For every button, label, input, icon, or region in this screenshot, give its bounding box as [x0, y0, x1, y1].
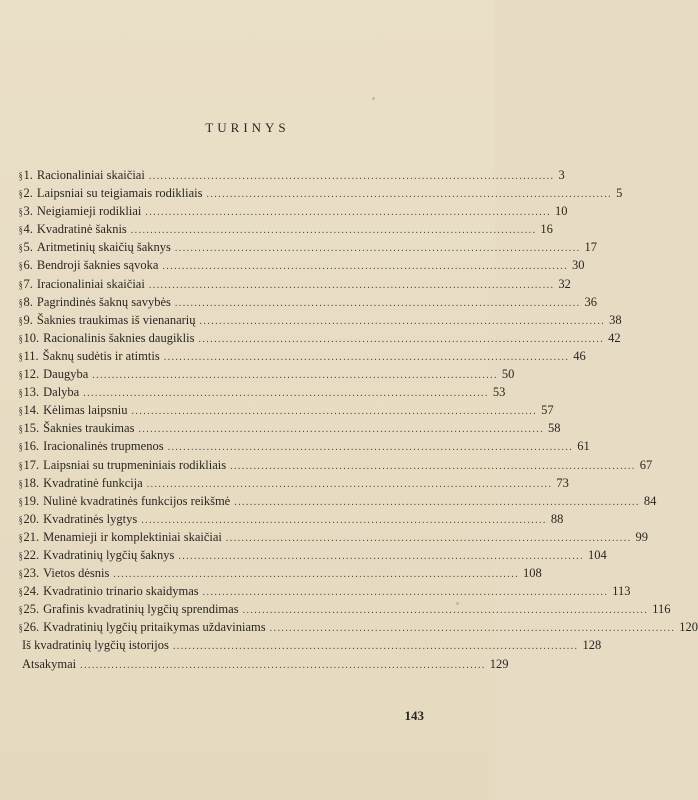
section-number: 11. [23, 348, 39, 363]
section-page-number: 129 [489, 656, 509, 671]
section-sign: § [18, 188, 23, 201]
section-title: Kvadratinių lygčių pritaikymas uždaviniams [43, 620, 266, 635]
toc-entry [18, 385, 506, 403]
section-page-number: 113 [612, 584, 631, 599]
dot-leader [138, 424, 544, 435]
section-number: 6. [23, 258, 33, 273]
toc-entry [18, 240, 597, 258]
section-title: Šaknies traukimas iš vienanarių [36, 312, 196, 327]
dot-leader [168, 442, 574, 453]
section-page-number: 46 [573, 348, 586, 363]
section-number: 22. [23, 547, 40, 562]
section-title: Dalyba [43, 385, 80, 400]
section-sign: § [18, 477, 23, 490]
section-number: 13. [23, 385, 40, 400]
section-sign: § [18, 332, 23, 345]
dot-leader [147, 479, 553, 490]
section-title: Iracionaliniai skaičiai [36, 276, 145, 291]
section-sign: § [18, 441, 23, 454]
section-number: 16. [23, 439, 40, 454]
dot-leader [132, 406, 538, 417]
section-title: Kvadratinės lygtys [43, 511, 138, 526]
section-sign: § [18, 170, 23, 182]
dot-leader [173, 641, 579, 652]
toc-entry [18, 330, 621, 349]
toc-entry [18, 168, 565, 186]
section-sign: § [18, 604, 23, 617]
section-sign: § [18, 459, 23, 472]
section-number: 1. [23, 168, 33, 182]
dot-leader [175, 243, 581, 254]
section-page-number: 128 [582, 638, 602, 653]
toc-entry [18, 511, 564, 530]
section-title: Menamieji ir komplektiniai skaičiai [43, 529, 222, 544]
section-sign: § [18, 586, 23, 599]
section-title: Pagrindinės šaknų savybės [36, 294, 171, 309]
section-title: Kėlimas laipsniu [43, 403, 128, 418]
toc-entry [18, 439, 590, 457]
toc-entry [18, 566, 542, 584]
section-sign: § [18, 224, 23, 237]
section-sign: § [18, 423, 23, 436]
toc-entry [18, 656, 509, 675]
section-sign: § [18, 278, 23, 291]
section-page-number: 16 [540, 222, 553, 237]
section-sign: § [18, 622, 23, 635]
section-sign: § [18, 531, 23, 544]
section-title: Aritmetinių skaičių šaknys [36, 240, 171, 255]
dot-leader [270, 623, 676, 634]
toc-entry [18, 602, 671, 620]
section-number: 24. [23, 584, 40, 599]
dot-leader [131, 225, 537, 236]
section-sign: § [18, 206, 23, 219]
section-number: 12. [23, 367, 40, 382]
section-title: Kvadratinio trinario skaidymas [43, 584, 199, 599]
section-page-number: 5 [616, 186, 623, 201]
section-page-number: 3 [558, 168, 565, 182]
section-page-number: 57 [541, 403, 554, 418]
section-sign: § [18, 568, 23, 581]
section-sign: § [18, 495, 23, 508]
section-title: Laipsniai su trupmeniniais rodikliais [43, 457, 227, 472]
dot-leader [178, 551, 584, 562]
section-number: 25. [23, 602, 40, 617]
section-page-number: 116 [652, 602, 671, 617]
section-title: Iracionalinės trupmenos [43, 439, 164, 454]
section-title: Racionaliniai skaičiai [36, 168, 145, 182]
section-sign: § [18, 369, 23, 382]
section-title: Daugyba [43, 367, 89, 382]
section-page-number: 38 [609, 312, 622, 327]
toc-entry [18, 421, 561, 439]
dot-leader [175, 298, 581, 309]
section-title: Neigiamieji rodikliai [36, 204, 142, 219]
section-page-number: 104 [587, 547, 607, 562]
toc-entry [18, 294, 597, 313]
dot-leader [243, 605, 649, 616]
section-title: Racionalinis šaknies daugiklis [43, 330, 195, 345]
toc-entry [18, 620, 698, 638]
section-page-number: 58 [548, 421, 561, 436]
section-sign: § [18, 405, 23, 418]
section-title: Iš kvadratinių lygčių istorijos [22, 638, 169, 653]
toc-entry [18, 638, 602, 656]
section-page-number: 42 [608, 330, 621, 345]
section-number: 7. [23, 276, 33, 291]
toc-entry [18, 475, 569, 494]
section-page-number: 84 [643, 493, 657, 508]
dot-leader [200, 316, 606, 327]
section-number: 2. [23, 186, 33, 201]
dot-leader [164, 352, 570, 363]
dot-leader [92, 370, 498, 381]
section-number: 20. [23, 511, 40, 526]
section-sign: § [18, 387, 23, 400]
section-number: 17. [23, 457, 40, 472]
section-title: Atsakymai [22, 656, 77, 671]
section-number: 21. [23, 529, 40, 544]
section-page-number: 120 [679, 620, 698, 635]
section-sign: § [18, 513, 23, 526]
section-page-number: 30 [572, 258, 585, 273]
section-sign: § [18, 350, 23, 363]
section-number: 5. [23, 240, 33, 255]
dot-leader [80, 660, 486, 671]
section-number: 4. [23, 222, 33, 237]
toc-entry [18, 276, 571, 295]
dot-leader [162, 261, 568, 272]
section-page-number: 10 [554, 204, 568, 219]
dot-leader [199, 334, 605, 345]
dot-leader [83, 388, 489, 399]
section-title: Šaknies traukimas [43, 421, 135, 436]
section-page-number: 88 [550, 511, 564, 526]
section-page-number: 53 [492, 385, 506, 400]
section-title: Bendroji šaknies sąvoka [36, 258, 159, 273]
section-title: Kvadratinė funkcija [43, 475, 143, 490]
dot-leader [234, 497, 640, 508]
toc-entry [18, 529, 649, 548]
section-page-number: 61 [577, 439, 590, 454]
toc-entry [18, 457, 653, 476]
toc-entry [18, 403, 554, 421]
section-page-number: 73 [556, 475, 569, 490]
section-number: 9. [23, 312, 33, 327]
section-sign: § [18, 260, 23, 273]
dot-leader [203, 587, 609, 598]
section-page-number: 36 [584, 294, 597, 309]
dot-leader [145, 207, 551, 218]
section-number: 15. [23, 421, 40, 436]
toc-entry [18, 312, 622, 331]
dot-leader [113, 569, 519, 580]
toc-entry [18, 186, 623, 204]
toc-entry [18, 367, 515, 385]
toc-entry [18, 547, 607, 566]
toc-entry [18, 204, 568, 222]
toc-entry [18, 584, 631, 602]
section-page-number: 99 [635, 529, 649, 544]
section-sign: § [18, 296, 23, 309]
dot-leader [149, 280, 555, 291]
dot-leader [141, 515, 547, 526]
dot-leader [149, 171, 555, 182]
section-number: 10. [23, 330, 40, 345]
table-of-contents [18, 168, 698, 675]
dot-leader [230, 461, 636, 472]
section-number: 14. [23, 403, 40, 418]
section-title: Vietos dėsnis [43, 566, 110, 581]
section-page-number: 32 [558, 276, 571, 291]
section-number: 26. [23, 620, 40, 635]
section-title: Kvadratinė šaknis [36, 222, 127, 237]
section-page-number: 108 [523, 566, 542, 581]
page-number: 143 [404, 708, 424, 723]
toc-entry [18, 493, 657, 512]
section-number: 3. [23, 204, 33, 219]
section-number: 8. [23, 294, 33, 309]
section-number: 18. [23, 475, 40, 490]
paper-speck [372, 97, 375, 100]
toc-entry [18, 348, 586, 367]
section-number: 23. [23, 566, 40, 581]
dot-leader [206, 189, 612, 200]
section-sign: § [18, 314, 23, 327]
section-page-number: 17 [584, 240, 597, 255]
section-title: Nulinė kvadratinės funkcijos reikšmė [43, 493, 231, 508]
section-title: Kvadratinių lygčių šaknys [43, 547, 175, 562]
section-number: 19. [23, 493, 40, 508]
toc-entry [18, 258, 585, 276]
section-title: Laipsniai su teigiamais rodikliais [36, 186, 203, 201]
section-title: Grafinis kvadratinių lygčių sprendimas [43, 602, 239, 617]
section-sign: § [18, 242, 23, 255]
section-page-number: 67 [639, 457, 653, 472]
section-sign: § [18, 549, 23, 562]
toc-entry [18, 222, 553, 240]
page-title: TURINYS [205, 120, 290, 135]
dot-leader [226, 533, 632, 544]
section-title: Šaknų sudėtis ir atimtis [42, 348, 160, 363]
section-page-number: 50 [501, 367, 515, 382]
